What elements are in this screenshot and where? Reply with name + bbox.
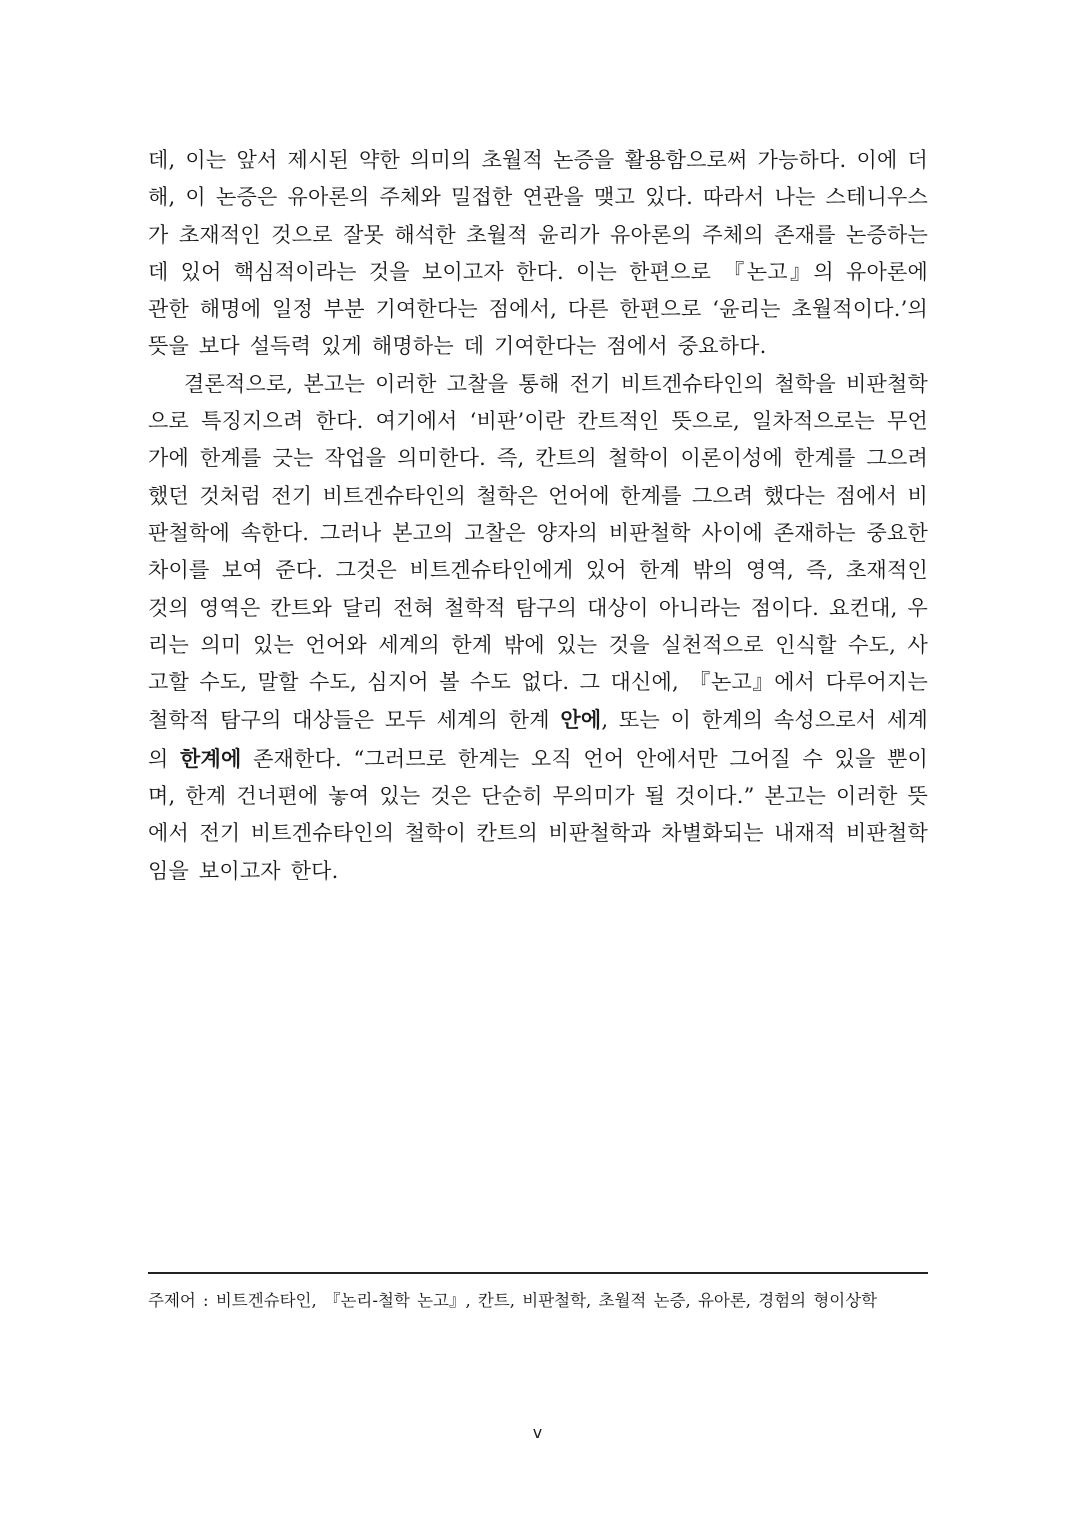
body-text	[148, 142, 928, 890]
paragraph-2	[148, 366, 928, 890]
page-number: v	[532, 1423, 543, 1442]
footnote-divider	[148, 1272, 928, 1274]
paragraph-2-text-a: 결론적으로, 본고는 이러한 고찰을 통해 전기 비트겐슈타인의 철학을 비판철학으로 특징지으려 한다. 여기에서 ‘비판’이란 칸트적인 뜻으로, 일차적으로는 무언가에 한계를 긋는 작업을 의미한다. 즉, 칸트의 철학이 이론이성에 한계를 그으려 했던 것처럼 전기 비트겐슈타인의 철학은 언어에 한계를 그으려 했다는 점에서 비판철학에 속한다. 그러나 본고의 고찰은 양자의 비판철학 사이에 존재하는 중요한 차이를 보여 준다. 그것은 비트겐슈타인에게 있어 한계 밖의 영역, 즉, 초재적인 것의 영역은 칸트와 달리 전혀 철학적 탐구의 대상이 아니라는 점이다. 요컨대, 우리는 의미 있는 언어와 세계의 한계 밖에 있는 것을 실천적으로 인식할 수도, 사고할 수도, 말할 수도, 심지어 볼 수도 없다. 그 대신에, 『논고』에서 다루어지는 철학적 탐구의 대상들은 모두 세계의 한계	[148, 371, 928, 733]
paragraph-1-text: 데, 이는 앞서 제시된 약한 의미의 초월적 논증을 활용함으로써 가능하다. 이에 더해, 이 논증은 유아론의 주체와 밀접한 연관을 맺고 있다. 따라서 나는 스테니우스가 초재적인 것으로 잘못 해석한 초월적 윤리가 유아론의 주체의 존재를 논증하는 데 있어 핵심적이라는 것을 보이고자 한다. 이는 한편으로 『논고』의 유아론에 관한 해명에 일정 부분 기여한다는 점에서, 다른 한편으로 ‘윤리는 초월적이다.’의 뜻을 보다 설득력 있게 해명하는 데 기여한다는 점에서 중요하다.	[148, 148, 928, 359]
paragraph-2-text-b: , 또는 이 한계의 속성으로서 세계의	[148, 708, 928, 771]
emphasis-inside: 안에	[560, 707, 602, 733]
paragraph-2-text-c: 존재한다. “그러므로 한계는 오직 언어 안에서만 그어질 수 있을 뿐이며, 한계 건너편에 놓여 있는 것은 단순히 무의미가 될 것이다.” 본고는 이러한 뜻에서 전기 비트겐슈타인의 철학이 칸트의 비판철학과 차별화되는 내재적 비판철학임을 보이고자 한다.	[148, 746, 928, 883]
keywords: 주제어 : 비트겐슈타인, 『논리-철학 논고』, 칸트, 비판철학, 초월적 논증, 유아론, 경험의 형이상학	[148, 1291, 878, 1310]
emphasis-at-limit: 한계에	[180, 745, 242, 771]
paragraph-1	[148, 142, 928, 366]
